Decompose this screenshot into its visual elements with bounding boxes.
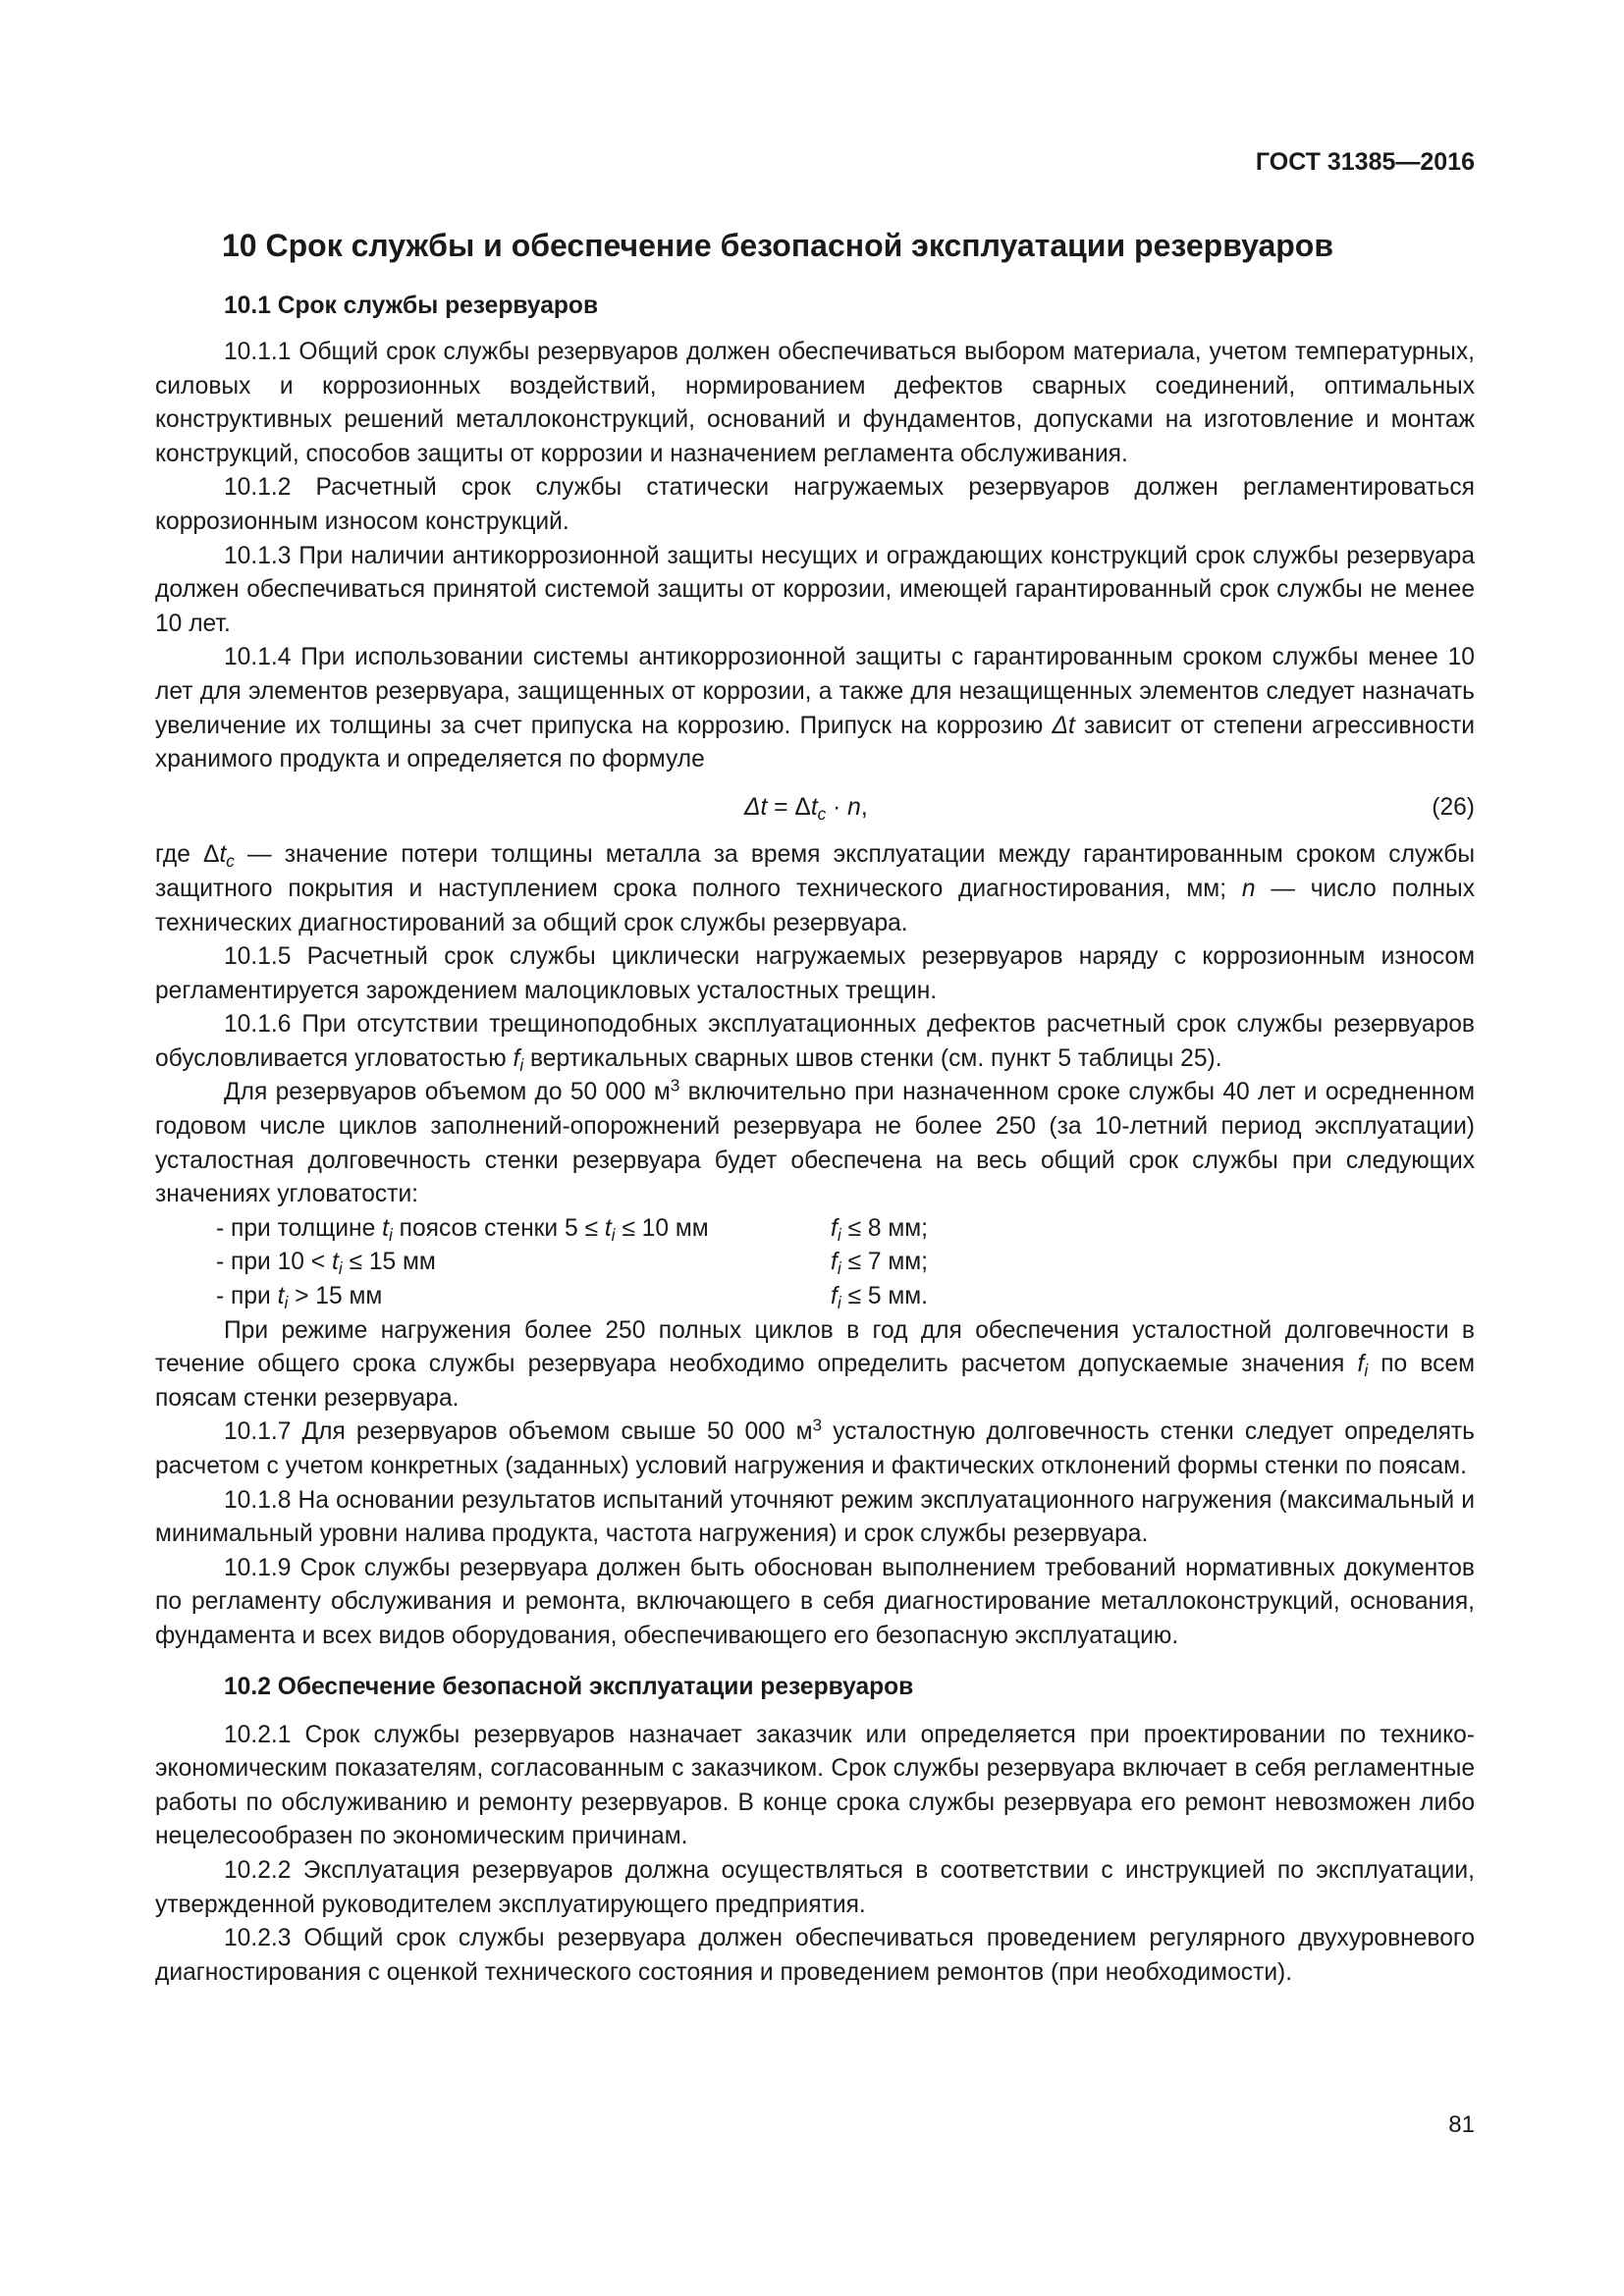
list-item: - при $t_i > 15$ мм $f_i \le 5$ мм. — [216, 1283, 928, 1312]
formula-explanation: где $\Delta t_c$ — значение потери толщины металла за время эксплуатации между гарантированным сроком службы защитного покрытия и наступлением срока полного технического диагностирования, мм; n — число полных технических диагностирований за общий срок службы резервуара. — [155, 841, 1476, 936]
paragraph-10-1-9: 10.1.9 Срок службы резервуара должен быть обоснован выполнением требований нормативных документов по регламенту обслуживания и ремонта, включающего в себя диагностирование металлоконструкций, основания, фундамента и всех видов оборудования, обеспечивающего его безопасную эксплуатацию. — [155, 1554, 1475, 1649]
paragraph-10-1-8: 10.1.8 На основании результатов испытаний уточняют режим эксплуатационного нагружения (максимальный и минимальный уровни налива продукта, частота нагружения) и срок службы резервуара. — [155, 1486, 1475, 1548]
section-title: 10 Срок службы и обеспечение безопасной эксплуатации резервуаров — [222, 228, 1333, 263]
paragraph-10-1-5: 10.1.5 Расчетный срок службы циклически нагружаемых резервуаров наряду с коррозионным износом регламентируется зарождением малоцикловых усталостных трещин. — [155, 943, 1475, 1004]
paragraph-10-1-1: 10.1.1 Общий срок службы резервуаров должен обеспечиваться выбором материала, учетом температурных, силовых и коррозионных воздействий, нормированием дефектов сварных соединений, оптимальных конструктивных решений металлоконструкций, оснований и фундаментов, допусками на изготовление и монтаж конструкций, способов защиты от коррозии и назначением регламента обслуживания. — [155, 339, 1475, 467]
paragraph-10-2-1: 10.2.1 Срок службы резервуаров назначает заказчик или определяется при проектировании по технико-экономическим показателям, согласованным с заказчиком. Срок службы резервуара включает в себя регламентные работы по обслуживанию и ремонту резервуаров. В конце срока службы резервуара его ремонт невозможен либо нецелесообразен по экономическим причинам. — [155, 1721, 1475, 1850]
paragraph-cyclic-loading: При режиме нагружения более 250 полных циклов в год для обеспечения усталостной долговечности в течение общего срока службы резервуара необходимо определить расчетом допускаемые значения $f_i$ по всем поясам стенки резервуара. — [155, 1316, 1476, 1412]
paragraph-10-1-4: 10.1.4 При использовании системы антикоррозионной защиты с гарантированным сроком службы менее 10 лет для элементов резервуара, защищенных от коррозии, а также для незащищенных элементов следует назначать увеличение их толщины за счет припуска на коррозию. Припуск на коррозию Δt зависит от степени агрессивности хранимого продукта и определяется по формуле — [155, 644, 1475, 774]
formula-expression: $\Delta t = \Delta t_c \cdot n$, — [744, 793, 868, 824]
paragraph-10-1-2: 10.1.2 Расчетный срок службы статически нагружаемых резервуаров должен регламентироваться коррозионным износом конструкций. — [155, 474, 1475, 535]
paragraph-10-1-7: 10.1.7 Для резервуаров объемом свыше 50 000 $м^3$ усталостную долговечность стенки следует определять расчетом с учетом конкретных (заданных) условий нагружения и фактических отклонений формы стенки по поясам. — [155, 1415, 1475, 1479]
angularity-list — [155, 1212, 1475, 1314]
formula-26 — [155, 791, 1475, 826]
paragraph-10-2-2: 10.2.2 Эксплуатация резервуаров должна осуществляться в соответствии с инструкцией по эксплуатации, утвержденной руководителем эксплуатирующего предприятия. — [155, 1856, 1475, 1918]
page-content — [155, 226, 1475, 1990]
page-number: 81 — [1448, 2111, 1475, 2138]
paragraph-10-1-6: 10.1.6 При отсутствии трещиноподобных эксплуатационных дефектов расчетный срок службы резервуаров обусловливается угловатостью $f_i$ вертикальных сварных швов стенки (см. пункт 5 таблицы 25). — [155, 1011, 1475, 1075]
document-code-header: ГОСТ 31385—2016 — [1255, 148, 1475, 176]
paragraph-10-1-3: 10.1.3 При наличии антикоррозионной защиты несущих и ограждающих конструкций срок службы резервуара должен обеспечиваться принятой системой защиты от коррозии, имеющей гарантированный срок службы не менее 10 лет. — [155, 542, 1475, 637]
paragraph-volume-50000: Для резервуаров объемом до 50 000 $м^3$ включительно при назначенном сроке службы 40 лет и осредненном годовом числе циклов заполнений-опорожнений резервуара не более 250 (за 10-летний период эксплуатации) усталостная долговечность стенки резервуара будет обеспечена на весь общий срок службы при следующих значениях угловатости: — [155, 1075, 1475, 1208]
formula-number: (26) — [1432, 793, 1475, 821]
subsection-title-10-1: 10.1 Срок службы резервуаров — [224, 293, 599, 319]
list-item: - при толщине $t_i$ поясов стенки $5 \le t_i \le 10$ мм $f_i \le 8$ мм; — [216, 1214, 928, 1245]
paragraph-10-2-3: 10.2.3 Общий срок службы резервуара должен обеспечиваться проведением регулярного двухуровневого диагностирования с оценкой технического состояния и проведением ремонтов (при необходимости). — [155, 1925, 1475, 1986]
list-item: - при $10 < t_i \le 15$ мм $f_i \le 7$ мм; — [216, 1249, 928, 1279]
subsection-title-10-2: 10.2 Обеспечение безопасной эксплуатации резервуаров — [224, 1673, 914, 1700]
